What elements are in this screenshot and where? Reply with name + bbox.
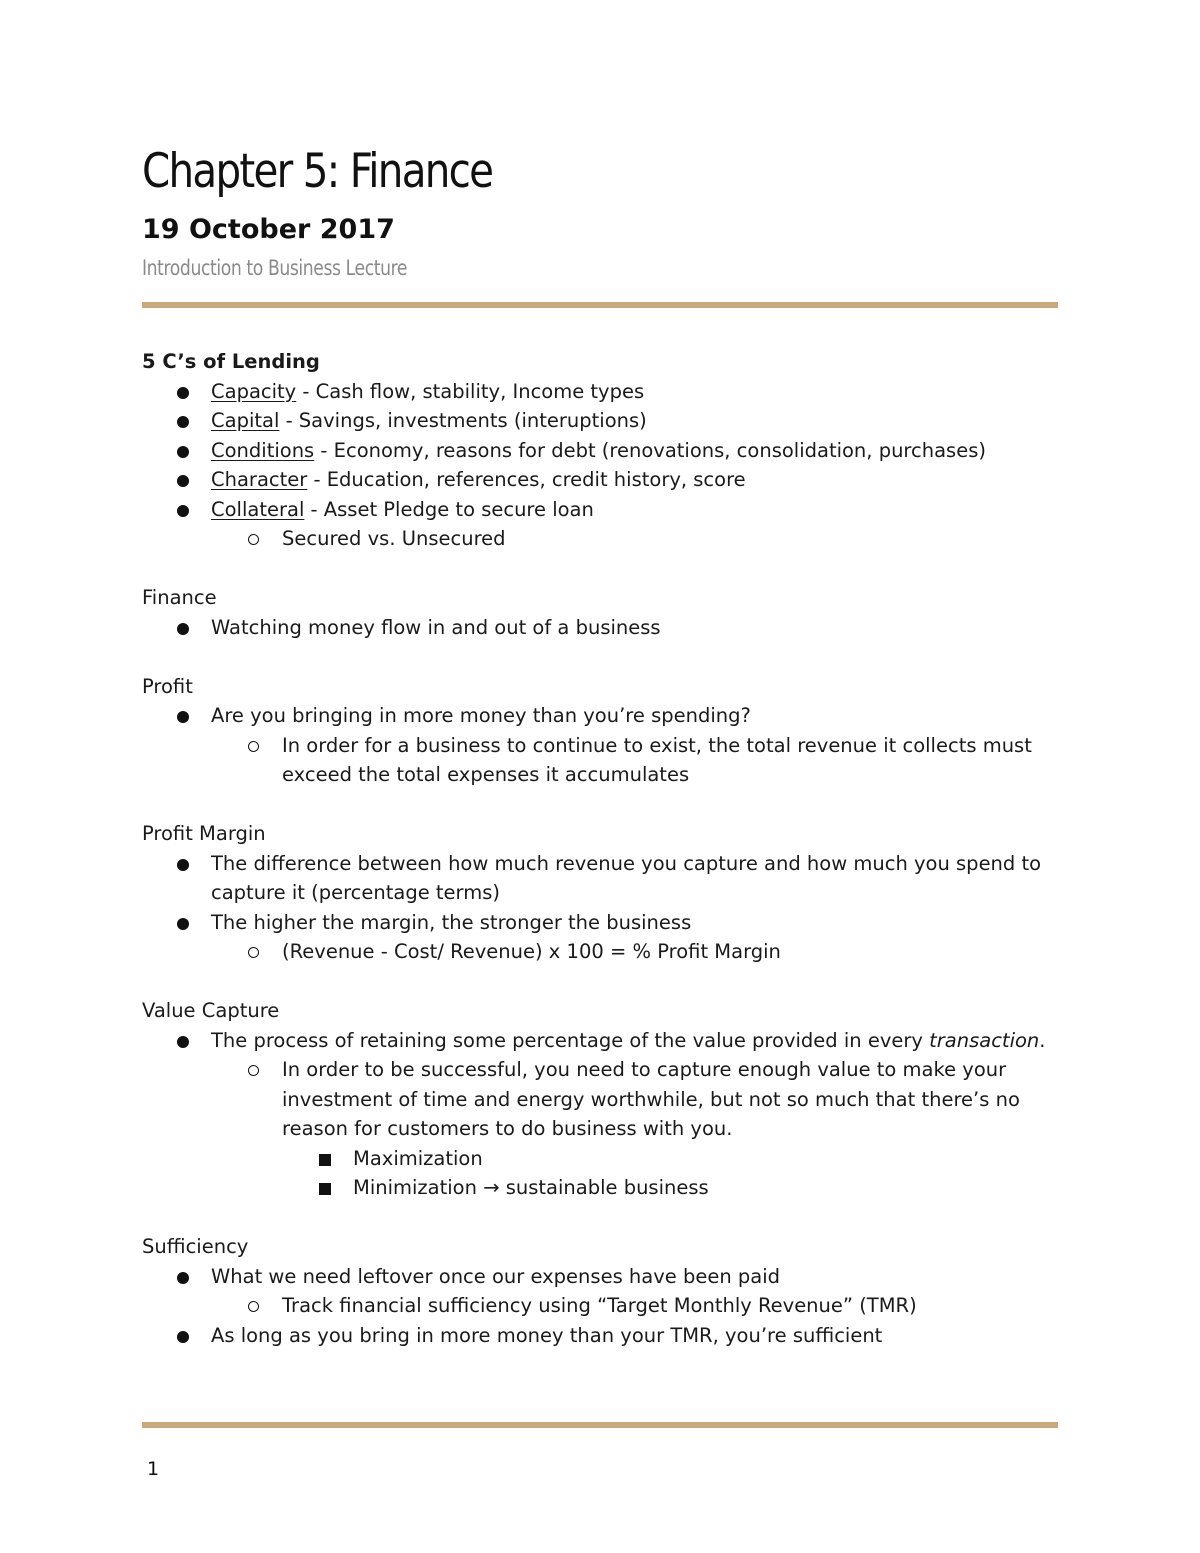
sub-list-item	[142, 937, 1072, 967]
item-text: The process of retaining some percentage of the value provided in every	[211, 1028, 930, 1052]
section-lending	[142, 347, 1072, 554]
sub-sub-list-item	[142, 1173, 1072, 1203]
sub-item-text: In order to be successful, you need to capture enough value to make your investment of time and energy worthwhile, but not so much that there’s no reason for customers to do business with you.	[282, 1058, 1020, 1140]
term: Character	[211, 468, 308, 491]
list-item	[142, 377, 1072, 407]
section-finance	[142, 583, 1072, 642]
list-item	[142, 613, 1072, 643]
header-divider	[142, 302, 1058, 308]
hollow-bullet-icon	[248, 947, 259, 958]
section-heading: Sufficiency	[142, 1235, 249, 1258]
sub-item-text: (Revenue - Cost/ Revenue) x 100 = % Profit Margin	[282, 940, 781, 963]
sub-item-text: In order for a business to continue to exist, the total revenue it collects must exceed the total expenses it accumulates	[282, 733, 1032, 786]
bullet-icon	[177, 446, 189, 458]
list-item	[142, 406, 1072, 436]
hollow-bullet-icon	[248, 1301, 259, 1312]
list-item	[142, 1026, 1072, 1056]
bullet-icon	[177, 1331, 189, 1343]
sub-list-item	[142, 1291, 1072, 1321]
section-heading: Profit Margin	[142, 822, 266, 845]
list-item	[142, 465, 1072, 495]
bullet-icon	[177, 623, 189, 635]
hollow-bullet-icon	[248, 534, 259, 545]
term: Collateral	[211, 497, 305, 521]
term-description: - Savings, investments (interuptions)	[279, 409, 647, 432]
term-description: - Asset Pledge to secure loan	[304, 497, 594, 521]
document-subtitle: Introduction to Business Lecture	[142, 256, 408, 280]
list-item	[142, 1262, 1072, 1292]
section-value-capture	[142, 996, 1072, 1203]
bullet-icon	[177, 859, 189, 871]
hollow-bullet-icon	[248, 1065, 259, 1076]
square-bullet-icon	[319, 1183, 331, 1195]
item-text-end: .	[1039, 1028, 1046, 1052]
item-text: Watching money flow in and out of a business	[211, 615, 661, 639]
list-item	[142, 908, 1072, 938]
term-description: - Education, references, credit history, score	[307, 468, 746, 491]
italic-term: transaction	[929, 1028, 1040, 1052]
term: Conditions	[211, 438, 315, 462]
bullet-icon	[177, 1272, 189, 1284]
sub-sub-item-text: Minimization → sustainable business	[353, 1176, 709, 1199]
item-text: What we need leftover once our expenses have been paid	[211, 1264, 781, 1288]
sub-item-text: Secured vs. Unsecured	[282, 527, 506, 550]
bullet-icon	[177, 416, 189, 428]
sub-list-item	[142, 524, 1072, 554]
bullet-icon	[177, 918, 189, 930]
term-description: - Cash flow, stability, Income types	[296, 379, 645, 403]
item-text: The higher the margin, the stronger the business	[211, 910, 692, 934]
list-item	[142, 1321, 1072, 1351]
sub-item-text: Track financial sufficiency using “Target Monthly Revenue” (TMR)	[282, 1294, 917, 1317]
section-profit-margin	[142, 819, 1072, 967]
bullet-icon	[177, 505, 189, 517]
bullet-icon	[177, 711, 189, 723]
section-profit	[142, 672, 1072, 790]
section-heading: Value Capture	[142, 999, 280, 1022]
page-number: 1	[147, 1458, 160, 1480]
document-title: Chapter 5: Finance	[142, 144, 493, 199]
section-heading: Finance	[142, 586, 217, 609]
item-text: As long as you bring in more money than your TMR, you’re sufficient	[211, 1323, 883, 1347]
item-text: Are you bringing in more money than you’re spending?	[211, 704, 751, 727]
footer-divider	[142, 1422, 1058, 1428]
term-description: - Economy, reasons for debt (renovations, consolidation, purchases)	[314, 438, 986, 462]
sub-list-item	[142, 731, 1072, 790]
item-text: The difference between how much revenue you capture and how much you spend to capture it (percentage terms)	[211, 851, 1042, 904]
sub-sub-list-item	[142, 1144, 1072, 1174]
section-heading: Profit	[142, 674, 193, 698]
document-date: 19 October 2017	[142, 214, 395, 245]
term: Capacity	[211, 379, 297, 403]
bullet-icon	[177, 475, 189, 487]
list-item	[142, 849, 1072, 908]
document-body	[142, 347, 1072, 1380]
list-item	[142, 701, 1072, 731]
term: Capital	[211, 409, 280, 432]
hollow-bullet-icon	[248, 741, 259, 752]
bullet-icon	[177, 1036, 189, 1048]
bullet-icon	[177, 387, 189, 399]
sub-sub-item-text: Maximization	[353, 1146, 483, 1170]
sub-list-item	[142, 1055, 1072, 1144]
section-heading: 5 C’s of Lending	[142, 350, 320, 373]
list-item	[142, 436, 1072, 466]
section-sufficiency	[142, 1232, 1072, 1350]
square-bullet-icon	[319, 1154, 331, 1166]
list-item	[142, 495, 1072, 525]
